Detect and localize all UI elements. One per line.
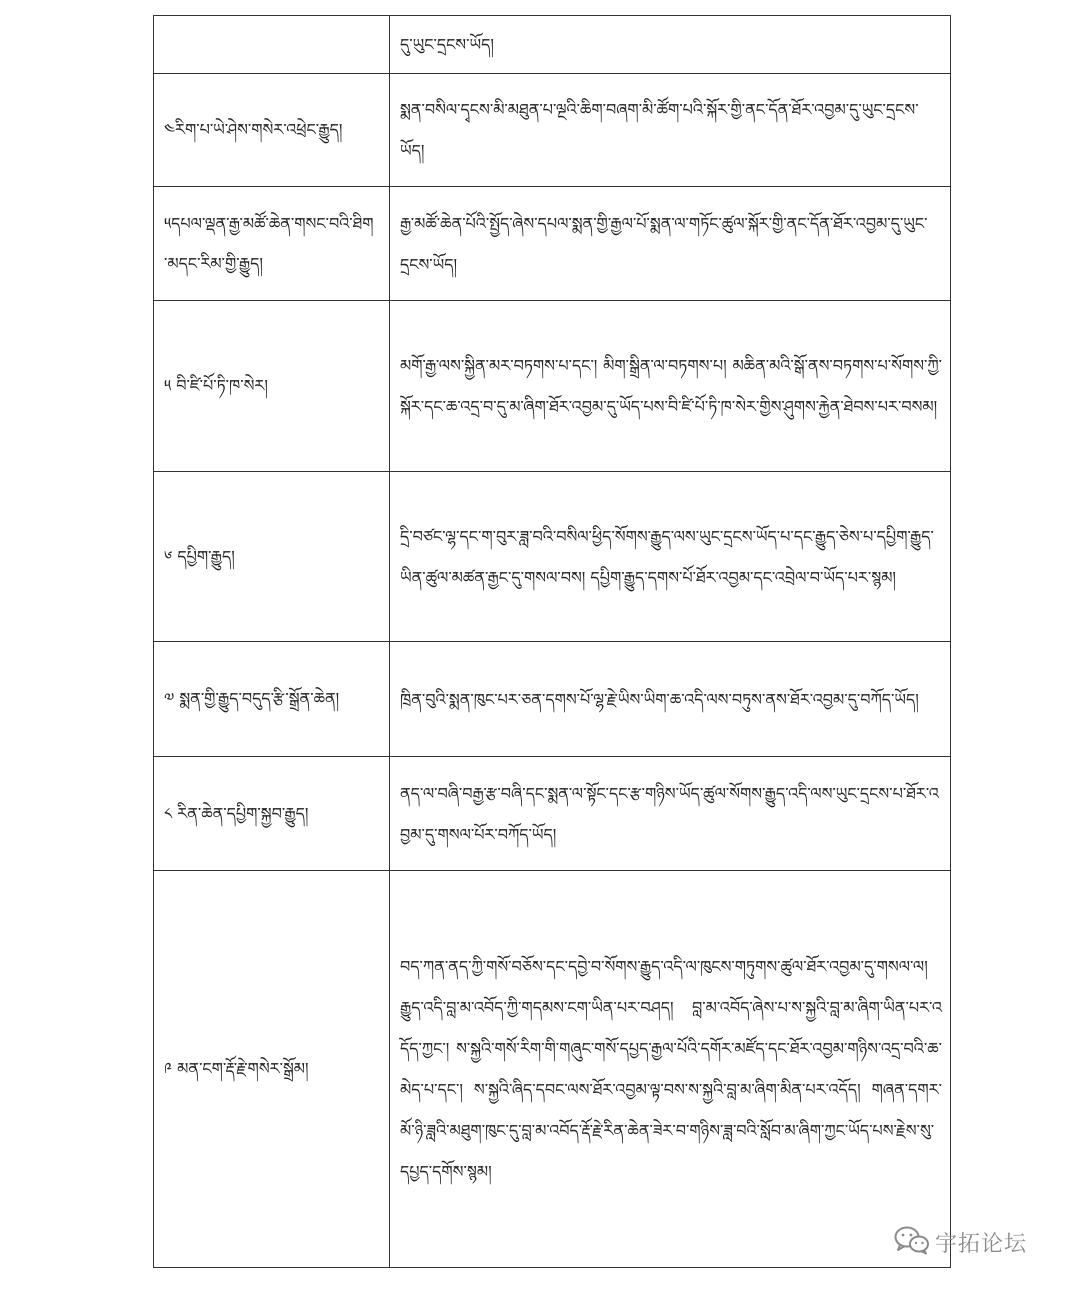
table-row: [154, 472, 951, 642]
description-cell: [390, 74, 951, 187]
title-cell: [154, 472, 390, 642]
row-title: ༤རིག་པ་ཡེ་ཤེས་གསེར་འཕྲེང་རྒྱུད།: [164, 120, 343, 139]
row-description: དུ་ཡུང་དྲངས་ཡོད།: [400, 35, 494, 54]
row-description: རྒྱ་མཚོ་ཆེན་པོའི་སྤྱོད་ཞེས་དཔལ་སྨན་གྱི་རྒྱལ་པོ་སྨན་ལ་གཏོང་ཚུལ་སྐོར་གྱི་ནང་དོན་ཐོར་འབྱམ་དུ་ཡུང་དྲངས་ཡོད།: [400, 213, 928, 274]
wechat-icon: [893, 1225, 931, 1259]
row-description: ནད་ལ་བཞི་བརྒྱ་རྩ་བཞི་དང་སྨན་ལ་སྟོང་དང་རྩ་གཉིས་ཡོད་ཚུལ་སོགས་རྒྱུད་འདི་ལས་ཡུང་དྲངས་པ་ཐོར་འབྱམ་དུ་གསལ་པོར་བཀོད་ཡོད།: [400, 783, 939, 844]
title-cell: [154, 74, 390, 187]
title-cell: [154, 871, 390, 1268]
description-cell: [390, 187, 951, 301]
row-description: སྨན་བསིལ་དྭངས་མི་མཐུན་པ་ལྔའི་ཆིག་བཞག་མི་ཚོག་པའི་སྐོར་གྱི་ནང་དོན་ཐོར་འབྱམ་དུ་ཡུང་དྲངས་ཡོད།: [400, 100, 919, 160]
row-title: ༩ མན་ངག་རྡོ་རྗེ་གསེར་སྒྲོམ།: [164, 1059, 309, 1078]
row-description: དྲི་བཙང་ལྷ་དང་ག་བུར་ཟླ་བའི་བསིལ་ཕྱིད་སོགས་རྒྱུད་ལས་ཡུང་དྲངས་ཡོད་པ་དང་རྒྱུད་ཅེས་པ་དཔྱིག་རྒྱུད་ཡིན་ཚུལ་མཚན་རྒྱང་དུ་གསལ་བས། དཔྱིག་རྒྱུད་དགས་པོ་ཐོར་འབྱམ་དང་འབྲེལ་བ་ཡོད་པར་སྙམ།: [400, 526, 934, 587]
description-cell: [390, 301, 951, 472]
description-cell: [390, 642, 951, 757]
document-table: [153, 15, 951, 1268]
description-cell: [390, 16, 951, 74]
row-description: ཁྲིན་བུའི་སྨན་ཁུང་པར་ཅན་དགས་པོ་ལྷ་རྗེ་ཡིས་ཡིག་ཆ་འདི་ལས་བཏུས་ནས་ཐོར་འབྱམ་དུ་བཀོད་ཡོད།: [400, 689, 919, 709]
table-row: [154, 642, 951, 757]
description-cell: [390, 871, 951, 1268]
title-cell: [154, 16, 390, 74]
watermark: [893, 1226, 1027, 1258]
watermark-text: 宇拓论坛: [935, 1231, 1028, 1257]
row-title: ༨ རིན་ཆེན་དཔྱིག་སྐྱབ་རྒྱུད།: [164, 803, 309, 823]
row-description: བད་ཀན་ནད་ཀྱི་གསོ་བཅོས་དང་དབྱེ་བ་སོགས་རྒྱུད་འདི་ལ་ཁུངས་གཏུགས་ཚུལ་ཐོར་འབྱམ་དུ་གསལ་ལ། རྒྱུད་འདི་བླ་མ་འབོད་ཀྱི་གདམས་ངག་ཡིན་པར་བཤད། བླ་མ་འབོད་ཞེས་པ་ས་སྐྱའི་བླ་མ་ཞིག་ཡིན་པར་འདོད་ཀྱང་། ས་སྐྱའི་གསོ་རིག་གི་གཞུང་གསོ་དཔྱད་རྒྱལ་པོའི་དགོར་མཛོད་དང་ཐོར་འབྱམ་གཉིས་འདྲ་བའི་ཆ་མེད་པ་དང་། ས་སྐྱའི་ཞིད་དབང་ལས་ཐོར་འབྱམ་ལྟ་བས་ས་སྐྱའི་བླ་མ་ཞིག་མིན་པར་འདོད། གཞན་དགར་མོ་ཉི་ཟླའི་མཐུག་ཁུང་དུ་བླ་མ་འབོད་རྡོ་རྗེ་རིན་ཆེན་ཟེར་བ་གཉིས་ཟླ་བའི་སློབ་མ་ཞིག་ཀྱང་ཡོད་པས་རྗེས་སུ་དཔྱད་དགོས་སྙམ།: [400, 957, 942, 1181]
title-cell: [154, 187, 390, 301]
title-cell: [154, 301, 390, 472]
row-title: ༧ སྨན་གྱི་རྒྱུད་བདུད་རྩི་སྒྲོན་ཆེན།: [164, 689, 340, 708]
title-cell: [154, 642, 390, 757]
table-row: [154, 187, 951, 301]
description-cell: [390, 472, 951, 642]
table-row: [154, 301, 951, 472]
row-title: ༦ དཔྱིག་རྒྱུད།: [164, 546, 235, 566]
row-title: ༥དཔལ་ལྡན་རྒྱ་མཚོ་ཆེན་གསང་བའི་ཐིག་མདང་རིམ་གྱི་རྒྱུད།: [164, 213, 374, 273]
table-row: [154, 16, 951, 74]
row-description: མགོ་རྒྱ་ལས་སྐྱིན་མར་བཏགས་པ་དང་། མིག་སྒྲིན་ལ་བཏགས་པ། མཆིན་མའི་སྒོ་ནས་བཏགས་པ་སོགས་ཀྱི་སྐོར་དང་ཆ་འདྲ་བ་དུ་མ་ཞིག་ཐོར་འབྱམ་དུ་ཡོད་པས་བི་ཛི་པོ་ཏི་ཁ་སེར་གྱིས་ཤུགས་རྐྱེན་ཐེབས་པར་བསམ།: [400, 356, 942, 416]
table-row: [154, 74, 951, 187]
table-row: [154, 871, 951, 1268]
description-cell: [390, 757, 951, 871]
title-cell: [154, 757, 390, 871]
row-title: ༥ བི་ཛི་པོ་ཏི་ཁ་སེར།: [164, 376, 268, 395]
table-row: [154, 757, 951, 871]
